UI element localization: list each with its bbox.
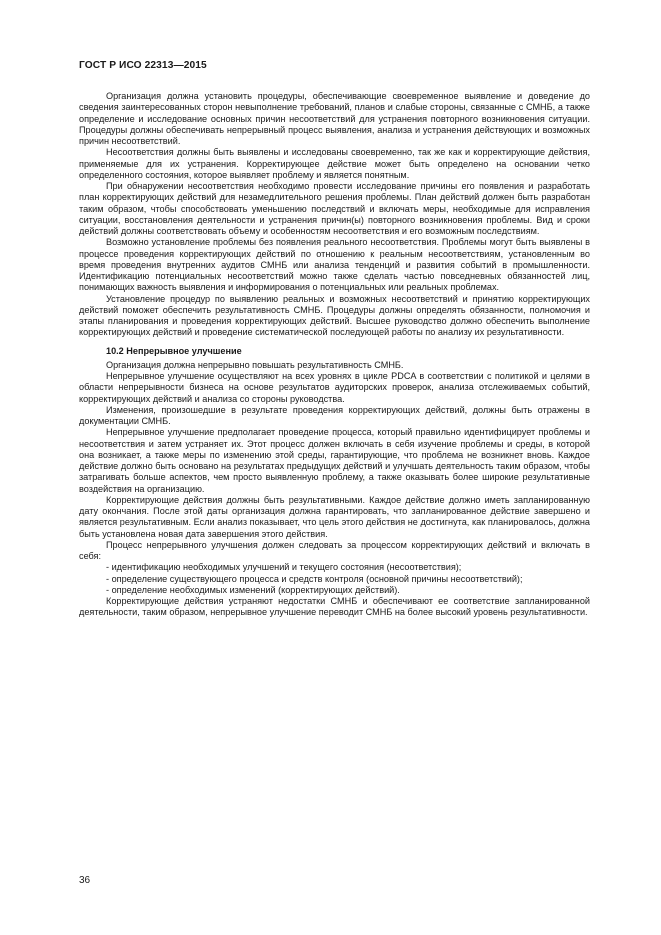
paragraph: Организация должна непрерывно повышать результативность СМНБ. [106,359,404,370]
page-number: 36 [79,875,91,886]
paragraph: Изменения, произошедшие в результате проведения корректирующих действий, должны быть отражены в документации СМНБ. [79,404,590,426]
paragraph: Процесс непрерывного улучшения должен следовать за процессом корректирующих действий и включать в себя: [79,539,590,561]
list-item: - определение существующего процесса и средств контроля (основной причины несоответствий); [79,574,590,585]
paragraph: Непрерывное улучшение предполагает проведение процесса, который правильно идентифицирует проблемы и несоответствия и затем устраняет их. Этот процесс должен включать в себя изучение проблемы и среды, в которой она возникает, а также меры по изменению этой среды, гарантирующие, что проблема не возникнет вновь. Каждое действие должно быть основано на результатах предыдущих действий и улучшать деятельность таким образом, чтобы затрагивать больше аспектов, чем просто выявленную проблему, а также оказывать более широкие результативные воздействия на организацию. [79,427,590,494]
paragraph: Возможно установление проблемы без появления реального несоответствия. Проблемы могут быть выявлены в процессе проведения корректирующих действий по отношению к реальным несоответствиям, установленным во время проведения внутренних аудитов СМНБ или анализа тенденций и развития событий в промышленности. Идентификацию потенциальных несоответствий можно также сделать частью повседневных обязанностей лиц, понимающих важность выявления и информирования о потенциальных или реальных проблемах. [79,237,590,293]
body-text [79,91,590,619]
paragraph: Корректирующие действия устраняют недостатки СМНБ и обеспечивают ее соответствие запланированной деятельности, таким образом, непрерывное улучшение переводит СМНБ на более высокий уровень результативности. [79,596,590,618]
paragraph: При обнаружении несоответствия необходимо провести исследование причины его появления и разработать план корректирующих действий для незамедлительного решения проблемы. План действий должен быть разработан таким образом, чтобы способствовать уменьшению последствий и включать меры, необходимые для исправления ситуации, восстановления деятельности и устранения причин(ы) повторного возникновения проблемы. Вид и сроки действий должны соответствовать объему и особенностям несоответствия и его возможным последствиям. [79,181,590,236]
paragraph: Установление процедур по выявлению реальных и возможных несоответствий и принятию корректирующих действий поможет обеспечить результативность СМНБ. Процедуры должны определять обязанности, полномочия и этапы планирования и проведения корректирующих действий. Высшее руководство должно обеспечить выполнение корректирующих действий и проведение систематической последующей работы по анализу их результативности. [79,293,590,338]
standard-header: ГОСТ Р ИСО 22313—2015 [79,60,207,71]
list-item: - идентификацию необходимых улучшений и текущего состояния (несоответствия); [79,562,590,573]
improvement-list [79,562,590,596]
section-heading: 10.2 Непрерывное улучшение [106,345,242,356]
list-item: - определение необходимых изменений (корректирующих действий). [79,585,590,596]
paragraph: Непрерывное улучшение осуществляют на всех уровнях в цикле PDCA в соответствии с политикой и целями в области непрерывности бизнеса на основе результатов аудиторских проверок, анализа отслеживаемых событий, корректирующих действий и анализа со стороны руководства. [79,371,590,404]
paragraph: Организация должна установить процедуры, обеспечивающие своевременное выявление и доведение до сведения заинтересованных сторон невыполнение требований, планов и слабые стороны, связанные с СМНБ, а также определение и исследование основных причин несоответствий для устранения повторного возникновения ситуации. Процедуры должны обеспечивать непрерывный процесс выявления, анализа и устранения действующих и возможных причин несоответствий. [79,91,590,146]
paragraph: Корректирующие действия должны быть результативными. Каждое действие должно иметь запланированную дату окончания. После этой даты организация должна гарантировать, что запланированное действие завершено и является результативным. Если анализ показывает, что цель этого действия не достигнута, как планировалось, должна быть установлена новая дата завершения этого действия. [79,494,590,539]
paragraph: Несоответствия должны быть выявлены и исследованы своевременно, так же как и корректирующие действия, применяемые для их устранения. Корректирующее действие может быть определено на основании четко определенного состояния, которое выявляет проблему и является понятным. [79,147,590,180]
